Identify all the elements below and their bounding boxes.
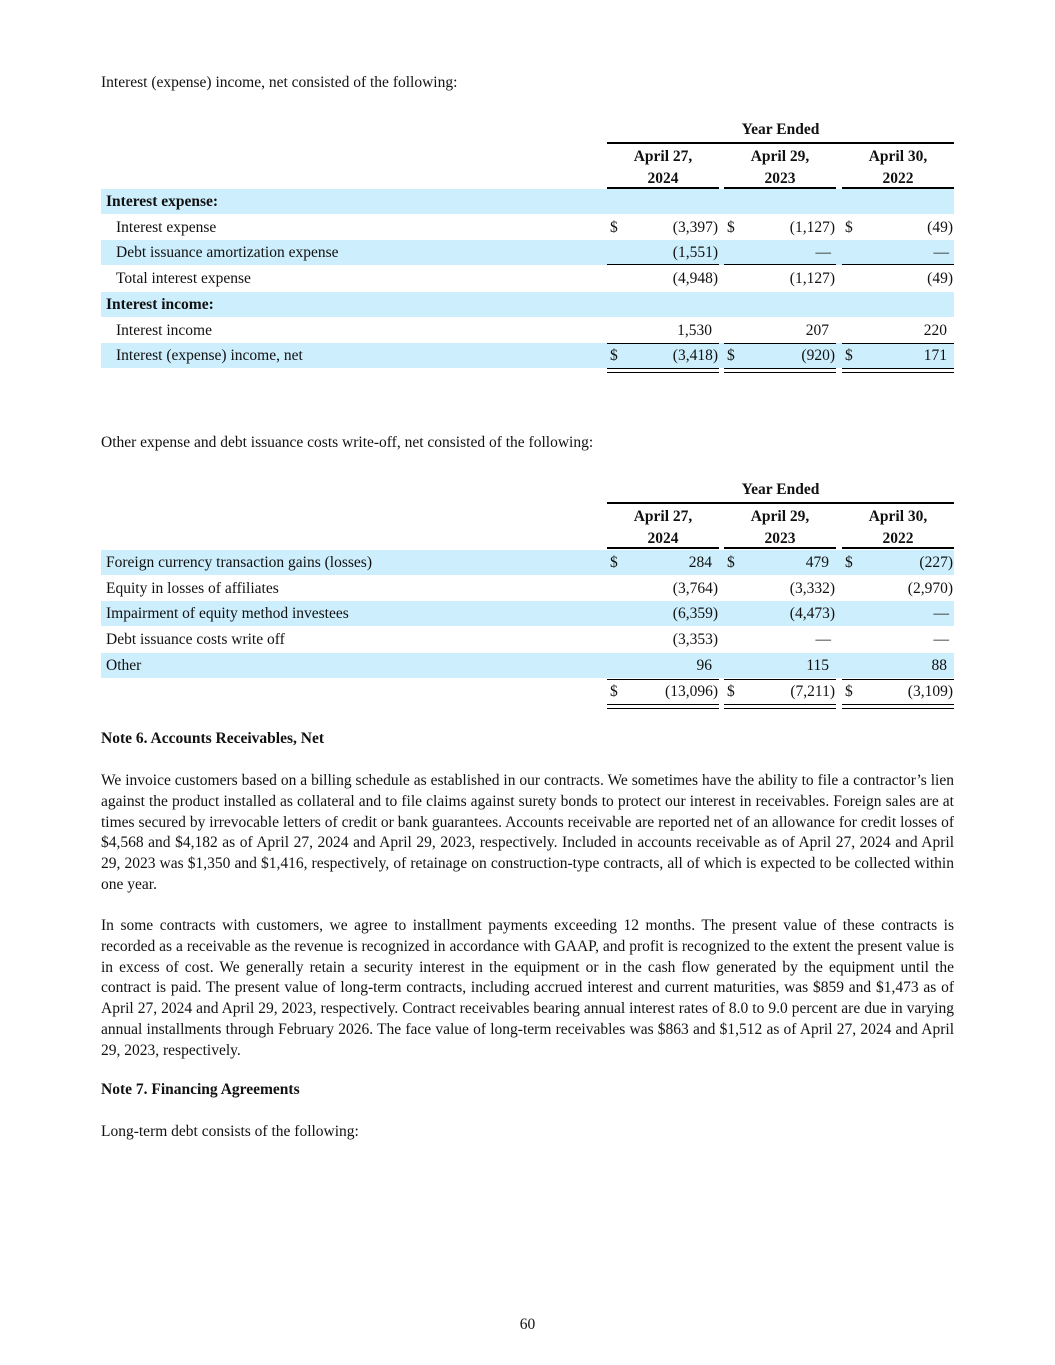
value-cell [607,266,719,291]
value-cell [607,189,719,214]
cell-value: (6,359) [672,605,718,623]
cell-value: (7,211) [790,682,835,700]
year-ended-header: Year Ended [741,121,820,138]
table-row [101,240,954,265]
page-number: 60 [519,1316,536,1333]
value-cell [607,343,719,368]
cell-value: (3,397) [672,218,718,236]
table-row [101,653,954,678]
row-label: Debt issuance amortization expense [116,244,339,262]
subtotal-rule [607,343,719,344]
note-7-title: Note 7. Financing Agreements [101,1081,300,1098]
value-cell [607,653,719,678]
column-header-2022: April 30, 2022 [868,148,928,187]
value-cell [724,601,836,626]
value-cell [607,292,719,317]
column-rule [842,547,954,549]
year-ended-header: Year Ended [741,481,820,498]
cell-value: (1,127) [789,218,835,236]
value-cell [842,215,954,240]
dollar-sign: $ [727,554,735,571]
cell-value: 284 [688,554,712,571]
cell-value: 1,530 [677,321,712,339]
cell-value: 207 [805,321,829,339]
row-label: Other [106,656,142,674]
row-label: Foreign currency transaction gains (losses) [106,554,373,571]
dollar-sign: $ [845,554,853,571]
value-cell [607,627,719,652]
value-cell [607,240,719,265]
cell-value: 96 [696,656,712,674]
note-6-paragraph: In some contracts with customers, we agree to installment payments exceeding 12 months. The present value of these contracts is recorded as a receivable as the revenue is recognized in accordance with GAAP, and profit is recognized to the extent the present value is in excess of cost. We generally retain a security interest in the equipment or in the cash flow generated by the equipment until the contract is paid. The present value of long-term contracts, including accrued interest and current maturities, was $859 and $1,473 as of April 27, 2024 and April 29, 2023, respectively. Contract receivables bearing annual interest rates of 8.0 to 9.0 percent are due in varying annual installments through February 2026. The face value of long-term receivables was $863 and $1,512 as of April 27, 2024 and April 29, 2023, respectively. [101,917,954,1059]
cell-value: 479 [805,554,829,571]
row-label: Interest expense [116,218,217,236]
section-header-row [101,189,954,214]
cell-value: (227) [919,554,953,571]
cell-value: (1,127) [789,270,835,288]
cell-value: (3,353) [672,631,718,649]
dollar-sign: $ [845,218,853,236]
dollar-sign: $ [610,347,618,365]
subtotal-rule [842,343,954,344]
value-cell [842,627,954,652]
note-6-title: Note 6. Accounts Receivables, Net [101,730,324,747]
header-rule [607,502,954,504]
value-cell [724,240,836,265]
value-cell [724,343,836,368]
table-row [101,266,954,291]
column-header-2022: April 30, 2022 [868,508,928,547]
value-cell [842,343,954,368]
cell-value: (3,418) [672,347,718,365]
other-intro: Other expense and debt issuance costs write-off, net consisted of the following: [101,434,594,451]
cell-value: — [815,244,831,262]
subtotal-rule [842,679,954,680]
row-label: Interest expense: [106,193,219,210]
dollar-sign: $ [610,554,618,571]
table-row [101,627,954,652]
cell-value: 220 [923,321,947,339]
cell-value: — [933,244,949,262]
value-cell [842,679,954,704]
column-rule [724,547,836,549]
dollar-sign: $ [727,682,735,700]
table-row [101,343,954,368]
value-cell [842,240,954,265]
row-label: Impairment of equity method investees [106,605,349,623]
cell-value: (49) [927,270,953,288]
value-cell [724,653,836,678]
value-cell [842,318,954,343]
row-label: Total interest expense [116,270,251,288]
row-label: Equity in losses of affiliates [106,579,279,597]
table-row [101,550,954,575]
row-label: Interest income: [106,295,214,313]
cell-value: — [815,631,831,649]
cell-value: (4,948) [672,270,718,288]
row-label: Interest (expense) income, net [116,347,303,365]
subtotal-rule [607,679,719,680]
table-row [101,576,954,601]
column-rule [607,547,719,549]
value-cell [842,576,954,601]
table-row [101,679,954,704]
value-cell [724,215,836,240]
total-double-rule [607,368,719,373]
value-cell [607,215,719,240]
row-label: Interest income [116,321,212,339]
cell-value: (1,551) [672,244,718,262]
row-label: Debt issuance costs write off [106,631,285,649]
value-cell [842,653,954,678]
table-row [101,215,954,240]
column-header-2024: April 27, 2024 [633,508,693,547]
value-cell [842,189,954,214]
value-cell [842,266,954,291]
value-cell [842,292,954,317]
value-cell [724,627,836,652]
table-row [101,601,954,626]
value-cell [607,550,719,575]
cell-value: — [933,605,949,623]
header-rule [607,142,954,144]
cell-value: (3,332) [789,579,835,597]
value-cell [724,189,836,214]
cell-value: 88 [931,656,947,674]
total-double-rule [607,704,719,709]
value-cell [724,576,836,601]
dollar-sign: $ [610,682,618,700]
dollar-sign: $ [845,347,853,365]
dollar-sign: $ [845,682,853,700]
value-cell [607,576,719,601]
column-header-2023: April 29, 2023 [750,148,810,187]
subtotal-rule [724,343,836,344]
cell-value: (49) [927,218,953,236]
cell-value: (3,109) [907,682,953,700]
column-header-2023: April 29, 2023 [750,508,810,547]
total-double-rule [724,704,836,709]
dollar-sign: $ [610,218,618,236]
cell-value: 115 [806,656,829,674]
value-cell [724,550,836,575]
note-7-intro: Long-term debt consists of the following: [101,1123,359,1140]
table-row [101,318,954,343]
value-cell [607,601,719,626]
cell-value: 171 [923,347,947,365]
value-cell [724,318,836,343]
dollar-sign: $ [727,347,735,365]
value-cell [724,679,836,704]
value-cell [607,318,719,343]
cell-value: (13,096) [665,682,718,700]
total-double-rule [842,704,954,709]
cell-value: (4,473) [789,605,835,623]
cell-value: (2,970) [907,579,953,597]
value-cell [842,550,954,575]
section-header-row [101,292,954,317]
value-cell [724,266,836,291]
value-cell [607,679,719,704]
note-6-paragraph: We invoice customers based on a billing schedule as established in our contracts. We sometimes have the ability to file a contractor’s lien against the product installed as collateral and to file claims against surety bonds to protect our interest in receivables. Foreign sales are at times secured by irrevocable letters of credit or bank guarantees. Accounts receivable are reported net of an allowance for credit losses of $4,568 and $4,182 as of April 27, 2024 and April 29, 2023, respectively. Included in accounts receivable as of April 27, 2024 and April 29, 2023 was $1,350 and $1,416, respectively, of retainage on construction-type contracts, all of which is expected to be collected within one year. [101,772,954,893]
total-double-rule [724,368,836,373]
dollar-sign: $ [727,218,735,236]
total-double-rule [842,368,954,373]
column-header-2024: April 27, 2024 [633,148,693,187]
value-cell [724,292,836,317]
subtotal-rule [724,679,836,680]
interest-intro: Interest (expense) income, net consisted of the following: [101,74,458,91]
cell-value: (920) [801,347,835,365]
value-cell [842,601,954,626]
cell-value: (3,764) [672,579,718,597]
cell-value: — [933,631,949,649]
